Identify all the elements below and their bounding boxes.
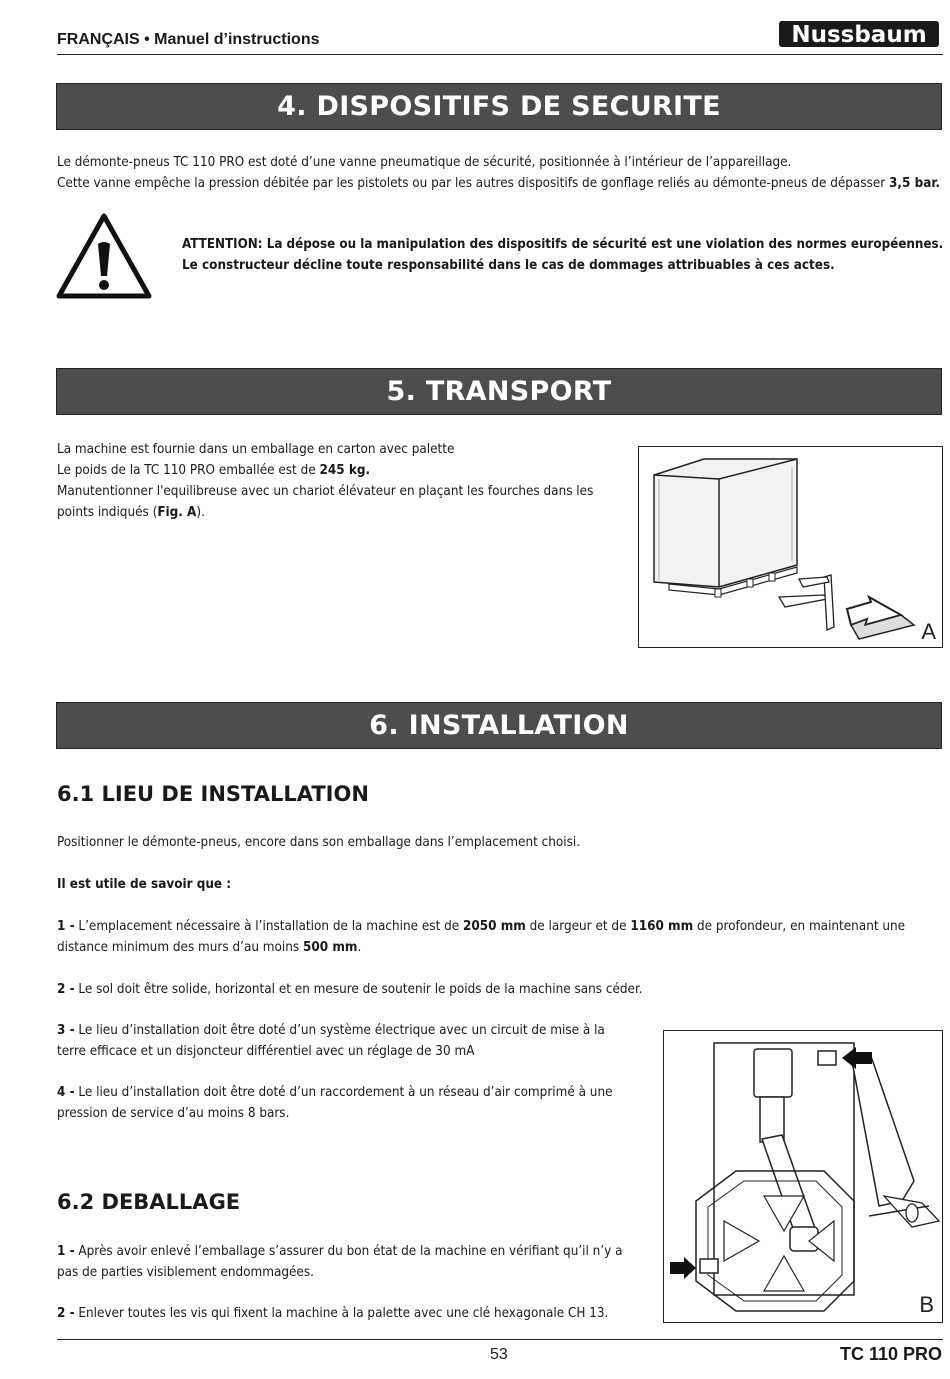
transport-line-3: Manutentionner l'equilibreuse avec un chariot élévateur en plaçant les fourches dans les <box>57 484 594 499</box>
item-2: 2 - Le sol doit être solide, horizontal et en mesure de soutenir le poids de la machine sans céder. <box>57 982 643 997</box>
installation-intro: Positionner le démonte-pneus, encore dans son emballage dans l’emplacement choisi. <box>57 835 581 850</box>
useful-heading: Il est utile de savoir que : <box>57 877 232 892</box>
logo-text: Nussbaum <box>791 22 927 48</box>
unpack-1-line-2: pas de parties visiblement endommagées. <box>57 1265 314 1280</box>
subsection-6-1-heading: 6.1 LIEU DE INSTALLATION <box>57 782 369 806</box>
subsection-6-2-heading: 6.2 DEBALLAGE <box>57 1190 241 1214</box>
transport-line-1: La machine est fournie dans un emballage en carton avec palette <box>57 442 455 457</box>
warning-text-2: Le constructeur décline toute responsabilité dans le cas de dommages attribuables à ces actes. <box>182 258 835 273</box>
nussbaum-logo <box>778 18 940 50</box>
header-title: FRANÇAIS • Manuel d’instructions <box>57 31 320 48</box>
warning-triangle-icon <box>56 212 152 300</box>
model-name: TC 110 PRO <box>839 1344 942 1364</box>
section-5-heading: 5. TRANSPORT <box>56 368 942 415</box>
section-4-heading: 4. DISPOSITIFS DE SECURITE <box>56 83 942 130</box>
item-1-line-2: distance minimum des murs d’au moins 500 mm. <box>57 940 362 955</box>
header-rule <box>57 54 943 55</box>
figure-a-label: A <box>921 619 936 644</box>
figure-b <box>663 1030 943 1323</box>
figure-a <box>638 446 943 648</box>
section-4-paragraph-2: Cette vanne empêche la pression débitée par les pistolets ou par les autres dispositifs de gonflage reliés au démonte-pneus de dépasser 3,5 bar. <box>57 176 940 191</box>
section-4-paragraph-1: Le démonte-pneus TC 110 PRO est doté d’une vanne pneumatique de sécurité, positionnée à l’intérieur de l’appareillage. <box>57 155 792 170</box>
transport-line-4: points indiqués (Fig. A). <box>57 505 205 520</box>
unpack-2: 2 - Enlever toutes les vis qui fixent la machine à la palette avec une clé hexagonale CH 13. <box>57 1306 609 1321</box>
machine-top-view-illustration <box>664 1031 941 1321</box>
packaged-machine-forklift-illustration <box>639 447 941 646</box>
transport-line-2: Le poids de la TC 110 PRO emballée est de 245 kg. <box>57 463 371 478</box>
section-6-heading: 6. INSTALLATION <box>56 702 942 749</box>
item-1-line-1: 1 - L’emplacement nécessaire à l’installation de la machine est de 2050 mm de largeur et de 1160 mm de profondeur, en maintenant une <box>57 919 906 934</box>
item-3-line-1: 3 - Le lieu d’installation doit être doté d’un système électrique avec un circuit de mise à la <box>57 1023 605 1038</box>
item-4-line-1: 4 - Le lieu d’installation doit être doté d’un raccordement à un réseau d’air comprimé à une <box>57 1085 613 1100</box>
item-4-line-2: pression de service d’au moins 8 bars. <box>57 1106 290 1121</box>
item-3-line-2: terre efficace et un disjoncteur différentiel avec un réglage de 30 mA <box>57 1044 475 1059</box>
figure-b-label: B <box>919 1292 934 1317</box>
unpack-1-line-1: 1 - Après avoir enlevé l’emballage s’assurer du bon état de la machine en vérifiant qu’il n’y a <box>57 1244 623 1259</box>
page-number: 53 <box>490 1346 508 1363</box>
footer-rule <box>57 1339 943 1340</box>
warning-text-1: ATTENTION: La dépose ou la manipulation des dispositifs de sécurité est une violation des normes européennes. <box>182 237 944 252</box>
